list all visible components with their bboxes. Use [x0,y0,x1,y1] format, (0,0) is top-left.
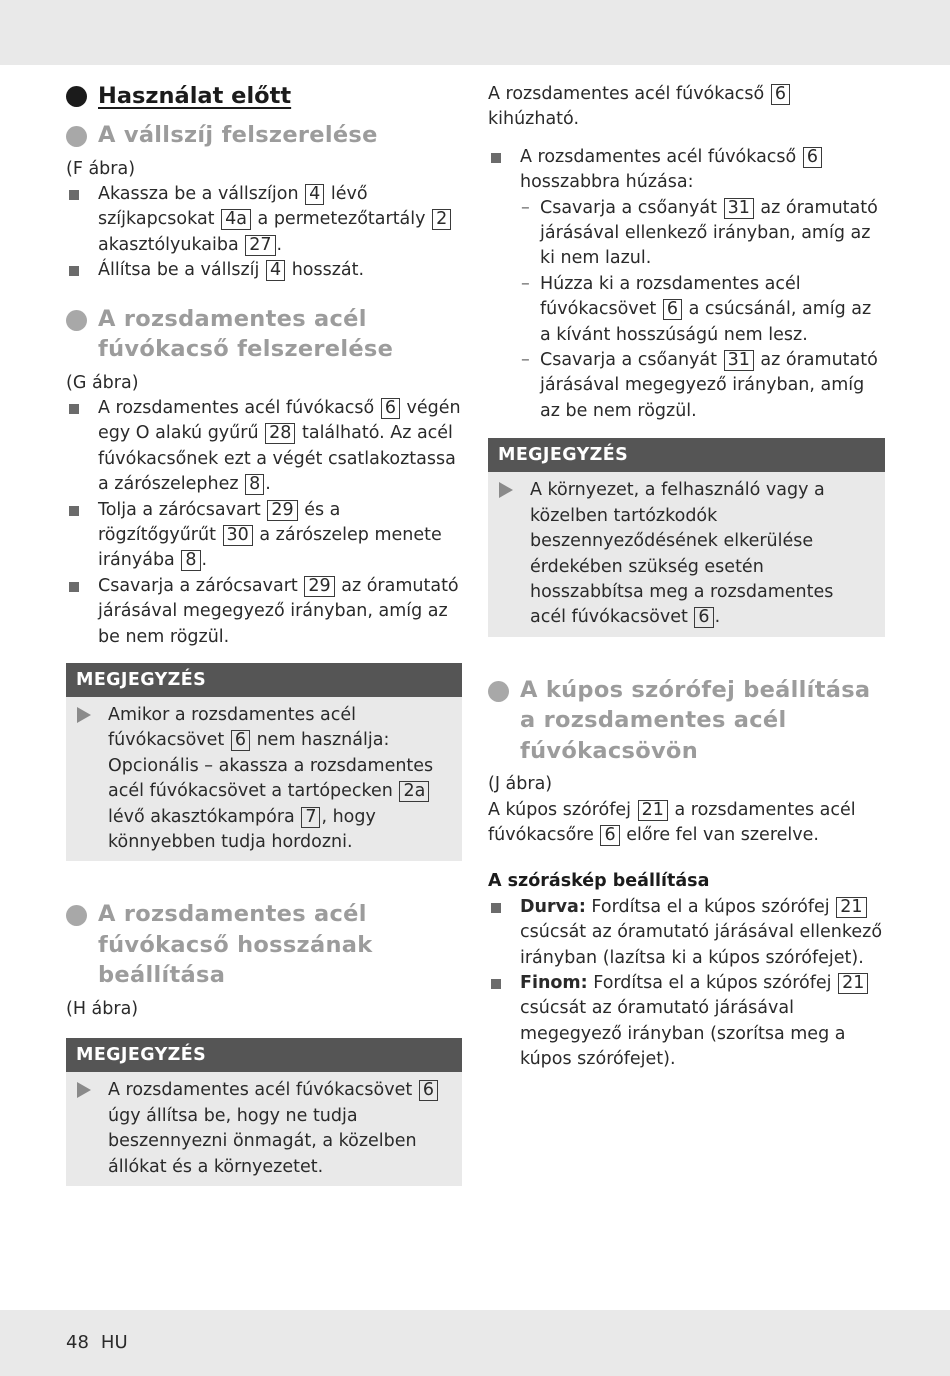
text: található. Az acél fúvókacsőnek ezt a végét csatlakoztassa a zárószelephez [98,423,456,495]
part-number: 8 [181,550,200,571]
part-number: 6 [663,299,682,320]
triangle-arrow-icon [499,482,513,498]
bold-label: Finom: [520,973,588,994]
list-item [488,145,885,196]
part-number: 2 [432,209,451,230]
list-item [488,196,885,272]
right-column [488,82,885,1073]
figure-ref: (H ábra) [66,998,139,1019]
part-number: 6 [803,147,822,168]
text: A rozsdamentes acél fúvókacsövet [108,1080,413,1101]
subheading-cone-nozzle [488,675,885,767]
line: A rozsdamentes acél [98,901,367,928]
line: a rozsdamentes acél [520,707,787,734]
bullet-list [66,182,462,284]
text: hosszát. [291,260,365,281]
note-box [488,438,885,636]
text: a csúcsánál, amíg az a kívánt hosszúságú nem lesz. [540,299,872,345]
part-number: 6 [419,1080,438,1101]
section-heading-before-use [66,80,462,112]
text: Tolja a zárócsavart [98,499,261,520]
subheading-text [520,675,870,767]
part-number: 29 [304,576,334,597]
part-number: 27 [245,235,275,256]
text: az óramutató járásával megegyező irányban, amíg az be nem rögzül. [540,350,878,421]
text: Csavarja a zárócsavart [98,575,298,596]
part-number: 31 [724,198,754,219]
dash-list [488,196,885,425]
text: Húzza ki a rozsdamentes acél fúvókacsövet [540,273,801,320]
note-box [66,663,462,861]
part-number: 28 [265,423,295,444]
text: az óramutató járásával ellenkező irányban, amíg az ki nem lazul. [540,197,878,269]
grey-bullet-dot-icon [488,681,509,702]
note-box [66,1038,462,1186]
spray-pattern-heading: A szóráskép beállítása [488,871,710,892]
list-item [488,348,885,424]
part-number: 21 [638,800,668,821]
grey-bullet-dot-icon [66,310,87,331]
text: A környezet, a felhasználó vagy a közelben tartózkodók beszennyeződésének elkerülése érdekében szükség esetén hosszabbítsa meg a rozsdamentes acél fúvókacsövet [530,480,834,628]
heading-text: Használat előtt [98,83,292,109]
note-body [66,1072,462,1186]
language-code: HU [100,1332,128,1353]
subheading-text [98,899,373,991]
text: a rozsdamentes acél fúvókacsőre [488,799,856,846]
figure-ref: (J ábra) [488,774,553,795]
text: az óramutató járásával megegyező irányban, amíg az be nem rögzül. [98,575,459,647]
text: végén egy O alakú gyűrű [98,397,461,444]
text: . [265,474,271,495]
text: lévő akasztókampóra [108,806,295,827]
note-body [488,472,885,636]
text: A kúpos szórófej [488,799,632,820]
intro-paragraph [488,82,885,133]
note-header: MEGJEGYZÉS [488,438,885,472]
part-number: 4 [266,260,285,281]
text: Fordítsa el a kúpos szórófej [593,973,832,994]
list-item [488,895,885,971]
text: úgy állítsa be, hogy ne tudja beszennyezni önmagát, a közelben állókat és a környezetet. [108,1105,417,1177]
text: a zárószelep menete irányába [98,524,442,571]
note-header: MEGJEGYZÉS [66,663,462,697]
part-number: 21 [838,973,868,994]
text: csúcsát az óramutató járásával ellenkező irányban (lazítsa ki a kúpos szórófejet). [520,922,883,968]
bullet-list [66,396,462,650]
bullet-list [488,145,885,196]
list-item [488,272,885,348]
part-number: 6 [694,607,713,628]
text: és a rögzítőgyűrűt [98,499,341,545]
triangle-arrow-icon [77,707,91,723]
text: . [276,234,283,255]
part-number: 29 [267,500,297,521]
part-number: 7 [301,807,320,828]
line: beállítása [98,962,226,989]
text: Amikor a rozsdamentes acél fúvókacsövet [108,705,356,751]
figure-ref: (G ábra) [66,372,139,393]
list-item [66,574,462,650]
text: kihúzható. [488,109,580,130]
triangle-arrow-icon [77,1082,91,1098]
text: előre fel van szerelve. [626,825,819,846]
line: A rozsdamentes acél [98,305,367,332]
line: A kúpos szórófej beállítása [520,676,871,703]
subheading-text [98,304,393,365]
black-bullet-dot-icon [66,86,87,107]
text: , hogy könnyebben tudja hordozni. [108,806,376,853]
list-item [66,258,462,283]
note-header: MEGJEGYZÉS [66,1038,462,1072]
part-number: 31 [724,350,754,371]
part-number: 4a [221,209,251,230]
list-item [488,971,885,1073]
text: A rozsdamentes acél fúvókacső [98,397,375,418]
part-number: 4 [305,184,324,205]
subheading-nozzle-length [66,899,462,991]
figure-ref: (F ábra) [66,158,136,179]
list-item [66,396,462,498]
list-item: Akassza be a vállszíjon 4 lévő szíjkapcsokat 4a a permetezőtartály 2 akasztólyukaiba 27 . [66,182,462,258]
text: Csavarja a csőanyát [540,197,717,218]
part-number: 6 [600,825,619,846]
line: fúvókacső felszerelése [98,336,394,363]
bold-label: Durva: [520,896,586,917]
list-item [66,498,462,574]
text: hosszabbra húzása: [520,172,694,193]
part-number: 6 [771,84,790,105]
page-footer [66,1332,140,1353]
text: Fordítsa el a kúpos szórófej [591,896,830,917]
line: fúvókacsövön [520,737,699,764]
part-number: 8 [245,474,264,495]
part-number: 6 [381,398,400,419]
paragraph [488,798,885,849]
note-body [66,697,462,861]
left-column [66,80,462,1186]
part-number: 30 [223,525,253,546]
text: . [714,607,721,628]
subheading-shoulder-strap [66,120,462,151]
grey-bullet-dot-icon [66,126,87,147]
text: A rozsdamentes acél fúvókacső [520,146,797,167]
top-band [0,0,950,65]
text: nem használja: Opcionális – akassza a rozsdamentes acél fúvókacsövet a tartópecken [108,730,434,802]
bottom-band [0,1310,950,1376]
text: Akassza be a vállszíjon [98,183,299,204]
part-number: 6 [231,730,250,751]
part-number: 2a [399,781,429,802]
grey-bullet-dot-icon [66,905,87,926]
bullet-list [488,895,885,1073]
text: csúcsát az óramutató járásával megegyező irányban (szorítsa meg a kúpos szórófejet). [520,998,846,1070]
subheading-text: A vállszíj felszerelése [98,122,378,148]
subheading-nozzle-mounting [66,304,462,365]
page-number: 48 [66,1332,89,1353]
text: Állítsa be a vállszíj [98,260,260,281]
text: . [201,550,208,571]
part-number: 21 [836,897,866,918]
text: Csavarja a csőanyát [540,350,717,371]
text: A rozsdamentes acél fúvókacső [488,84,765,104]
line: fúvókacső hosszának [98,931,373,958]
